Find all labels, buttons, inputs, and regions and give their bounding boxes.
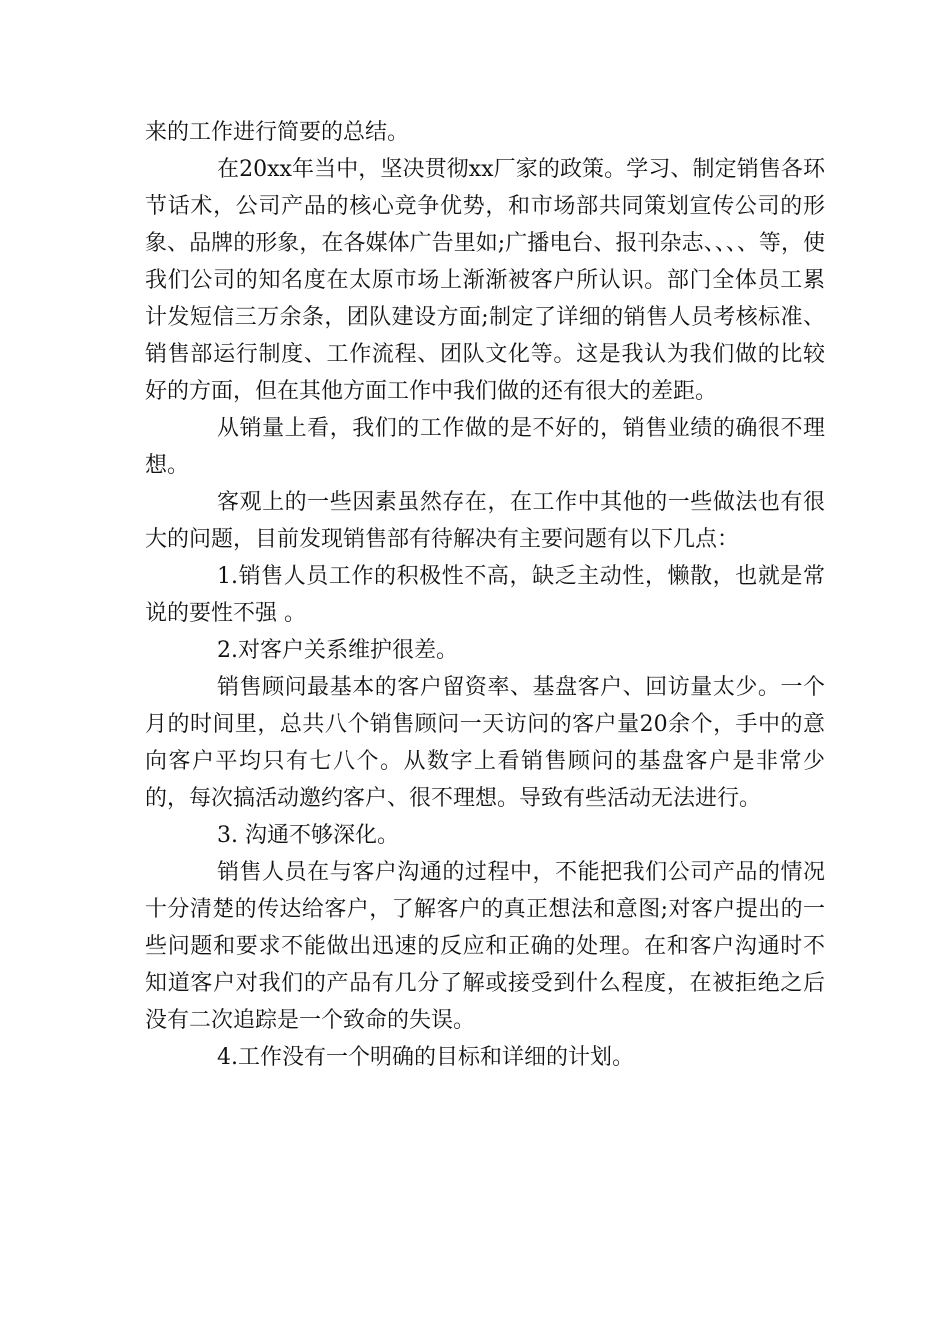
- paragraph-6: 销售人员在与客户沟通的过程中，不能把我们公司产品的情况十分清楚的传达给客户，了解客户的真正想法和意图;对客户提出的一些问题和要求不能做出迅速的反应和正确的处理。在和客户沟通时不知道客户对我们的产品有几分了解或接受到什么程度，在被拒绝之后没有二次追踪是一个致命的失误。: [145, 860, 825, 1033]
- paragraph-1: 来的工作进行简要的总结。: [145, 120, 410, 145]
- paragraph-4: 客观上的一些因素虽然存在，在工作中其他的一些做法也有很大的问题，目前发现销售部有待解决有主要问题有以下几点：: [145, 490, 825, 552]
- paragraph-3: 从销量上看，我们的工作做的是不好的，销售业绩的确很不理想。: [145, 416, 825, 478]
- list-item-1: 1.销售人员工作的积极性不高，缺乏主动性，懒散，也就是常说的要性不强 。: [145, 564, 825, 626]
- paragraph-2: 在20xx年当中，坚决贯彻xx厂家的政策。学习、制定销售各环节话术，公司产品的核心竞争优势，和市场部共同策划宣传公司的形象、品牌的形象，在各媒体广告里如;广播电台、报刊杂志、、、、等，使我们公司的知名度在太原市场上渐渐被客户所认识。部门全体员工累计发短信三万余条，团队建设方面;制定了详细的销售人员考核标准、销售部运行制度、工作流程、团队文化等。这是我认为我们做的比较好的方面，但在其他方面工作中我们做的还有很大的差距。: [145, 157, 825, 404]
- document-body: [145, 114, 825, 1076]
- list-item-3: 3. 沟通不够深化。: [217, 823, 399, 848]
- paragraph-5: 销售顾问最基本的客户留资率、基盘客户、回访量太少。一个月的时间里，总共八个销售顾问一天访问的客户量20余个，手中的意向客户平均只有七八个。从数字上看销售顾问的基盘客户是非常少的，每次搞活动邀约客户、很不理想。导致有些活动无法进行。: [145, 675, 825, 811]
- list-item-4: 4.工作没有一个明确的目标和详细的计划。: [217, 1045, 634, 1070]
- list-item-2: 2.对客户关系维护很差。: [217, 638, 458, 663]
